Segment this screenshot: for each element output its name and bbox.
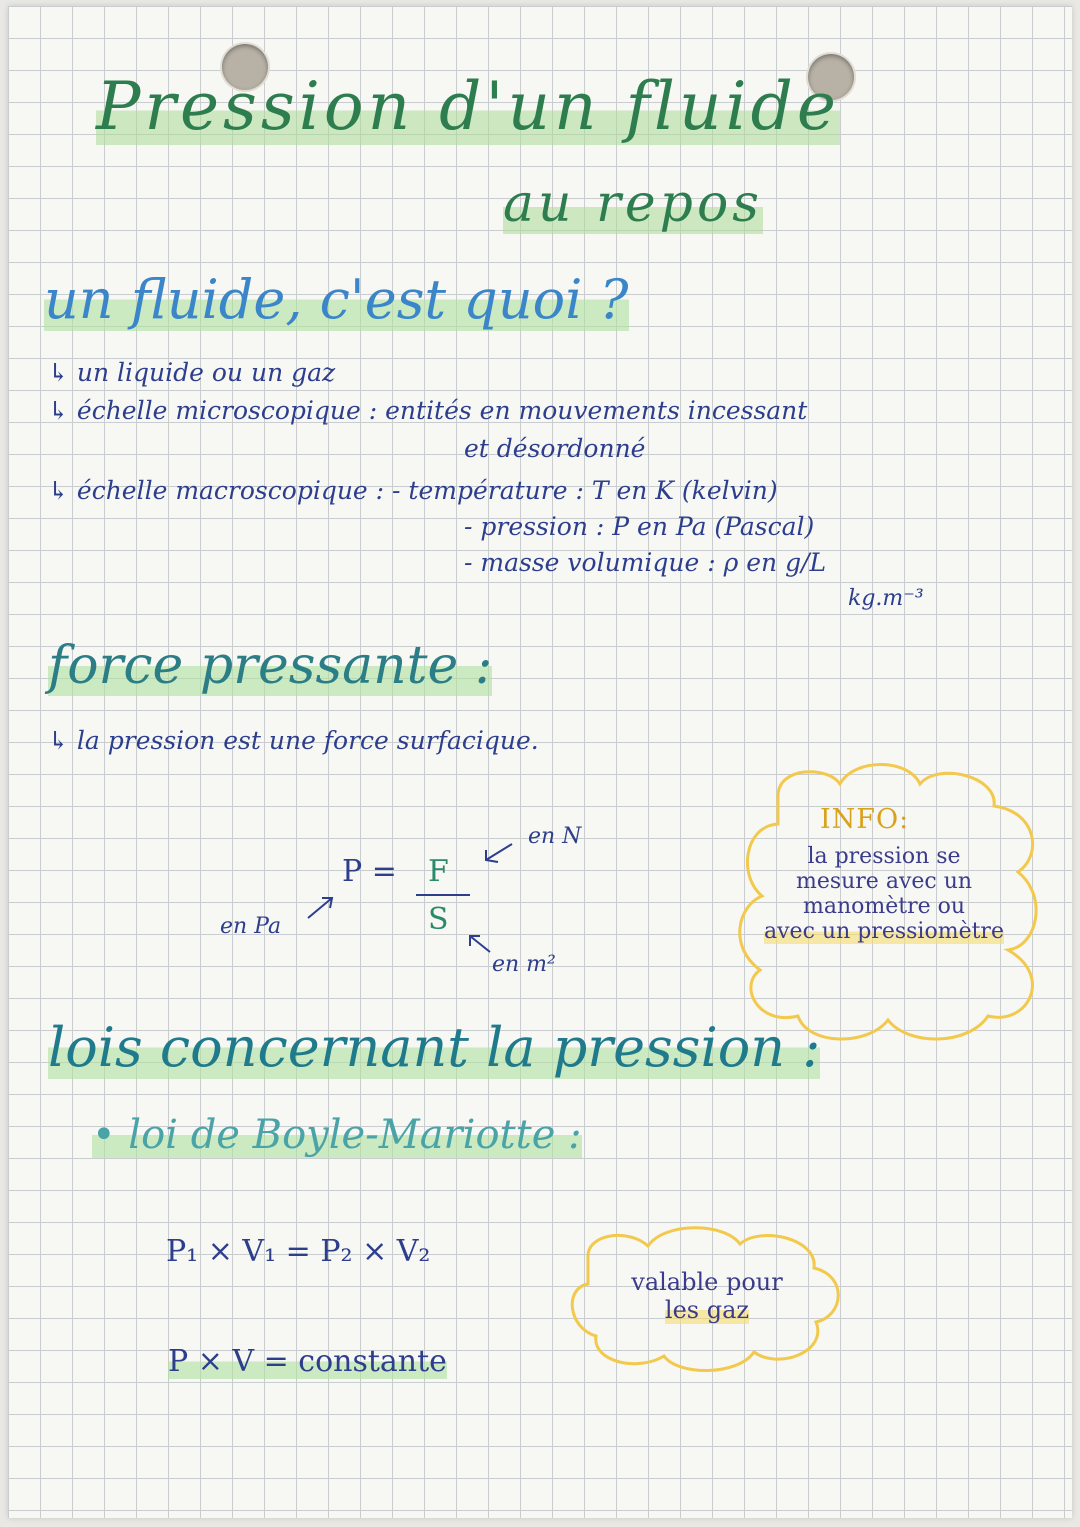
info-title: INFO: xyxy=(820,804,910,835)
page-title: Pression d'un fluide xyxy=(96,68,840,145)
note-line: ↳ un liquide ou un gaz xyxy=(48,358,336,387)
section-heading-force: force pressante : xyxy=(48,636,493,696)
page-subtitle: au repos xyxy=(503,174,763,234)
law-subheading: • loi de Boyle-Mariotte : xyxy=(92,1112,582,1158)
formula-denominator: S xyxy=(428,902,449,937)
info-text: la pression se mesure avec un manomètre ou avec un pressiomètre xyxy=(764,844,1004,944)
note-line: ↳ la pression est une force surfacique. xyxy=(48,726,539,755)
section-heading-laws: lois concernant la pression : xyxy=(48,1016,821,1079)
formula-numerator: F xyxy=(428,854,449,889)
notebook-page xyxy=(8,6,1072,1518)
unit-label: en m² xyxy=(492,952,556,977)
formula-lhs: P = xyxy=(342,854,397,889)
note-line: - masse volumique : ρ en g/L xyxy=(464,548,827,577)
note-line: - pression : P en Pa (Pascal) xyxy=(464,512,815,541)
equation-boyle: P₁ × V₁ = P₂ × V₂ xyxy=(166,1234,431,1269)
unit-label: en Pa xyxy=(220,914,282,939)
unit-label: en N xyxy=(528,824,582,849)
note-line: ↳ échelle macroscopique : - température : T en K (kelvin) xyxy=(48,476,778,505)
equation-constant: P × V = constante xyxy=(168,1344,447,1379)
section-heading-fluid: un fluide, c'est quoi ? xyxy=(44,268,629,331)
note-line: ↳ échelle microscopique : entités en mouvements incessant xyxy=(48,396,808,425)
note-line: et désordonné xyxy=(464,434,646,463)
annotation-arrows xyxy=(8,6,1072,1518)
validity-note: valable pour les gaz xyxy=(631,1268,783,1324)
note-line: kg.m⁻³ xyxy=(848,586,924,611)
